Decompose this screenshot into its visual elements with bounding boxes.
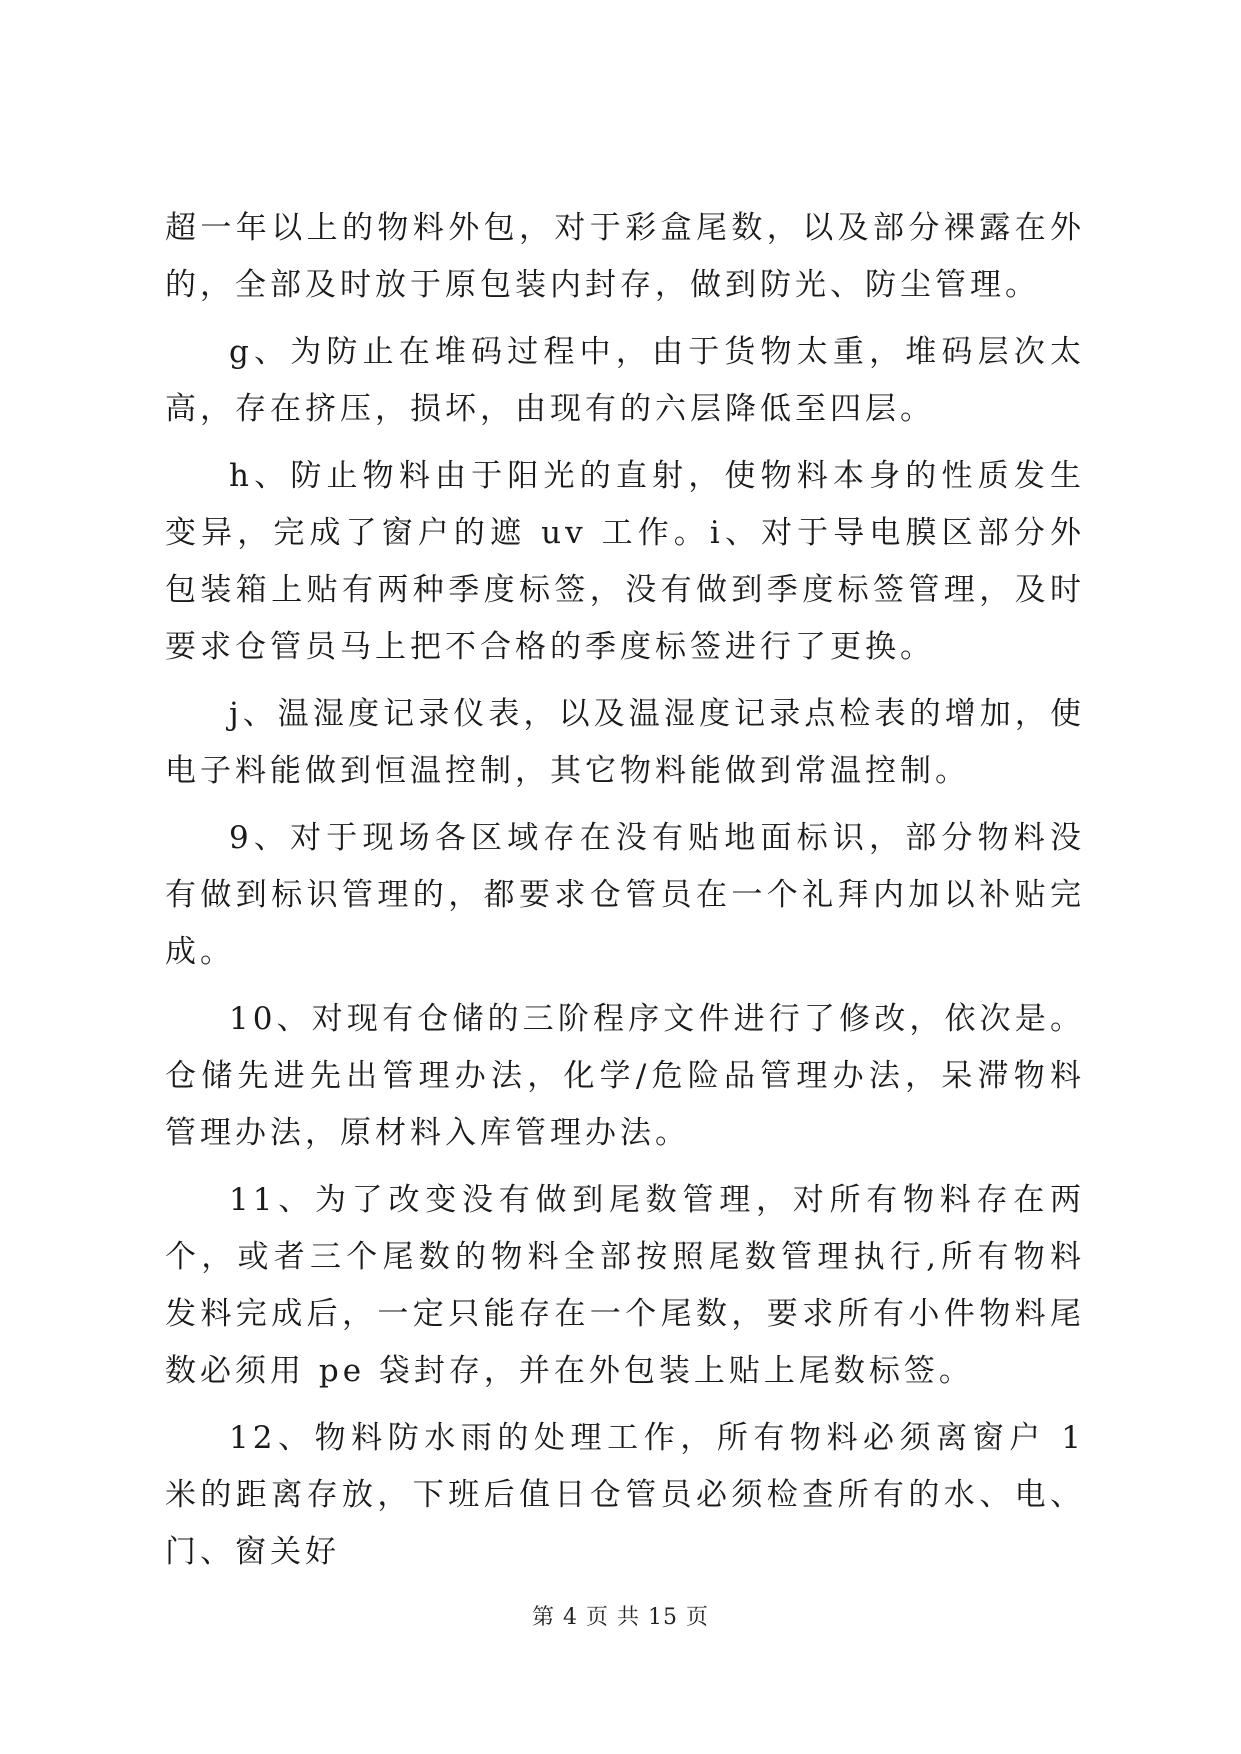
paragraph-item-11: 11、为了改变没有做到尾数管理，对所有物料存在两个，或者三个尾数的物料全部按照尾数管理执行,所有物料发料完成后，一定只能存在一个尾数，要求所有小件物料尾数必须用 pe 袋封存，并在外包装上贴上尾数标签。 xyxy=(165,1182,1085,1389)
paragraph-item-h-i: h、防止物料由于阳光的直射，使物料本身的性质发生变异，完成了窗户的遮 uv 工作。i、对于导电膜区部分外包装箱上贴有两种季度标签，没有做到季度标签管理，及时要求仓管员马上把不合格的季度标签进行了更换。 xyxy=(165,458,1085,665)
paragraph-item-12: 12、物料防水雨的处理工作，所有物料必须离窗户 1 米的距离存放，下班后值日仓管员必须检查所有的水、电、门、窗关好 xyxy=(165,1420,1085,1570)
paragraph-continuation: 超一年以上的物料外包，对于彩盒尾数，以及部分裸露在外的，全部及时放于原包装内封存，做到防光、防尘管理。 xyxy=(165,210,1085,303)
document-body xyxy=(165,200,1085,1591)
paragraph-item-10: 10、对现有仓储的三阶程序文件进行了修改，依次是。仓储先进先出管理办法，化学/危险品管理办法，呆滞物料管理办法，原材料入库管理办法。 xyxy=(165,1001,1085,1151)
page-footer: 第 4 页 共 15 页 xyxy=(532,1605,709,1630)
paragraph-item-9: 9、对于现场各区域存在没有贴地面标识，部分物料没有做到标识管理的，都要求仓管员在一个礼拜内加以补贴完成。 xyxy=(165,820,1085,970)
paragraph-item-j: j、温湿度记录仪表，以及温湿度记录点检表的增加，使电子料能做到恒温控制，其它物料能做到常温控制。 xyxy=(165,696,1085,789)
paragraph-item-g: g、为防止在堆码过程中，由于货物太重，堆码层次太高，存在挤压，损坏，由现有的六层降低至四层。 xyxy=(165,334,1085,427)
